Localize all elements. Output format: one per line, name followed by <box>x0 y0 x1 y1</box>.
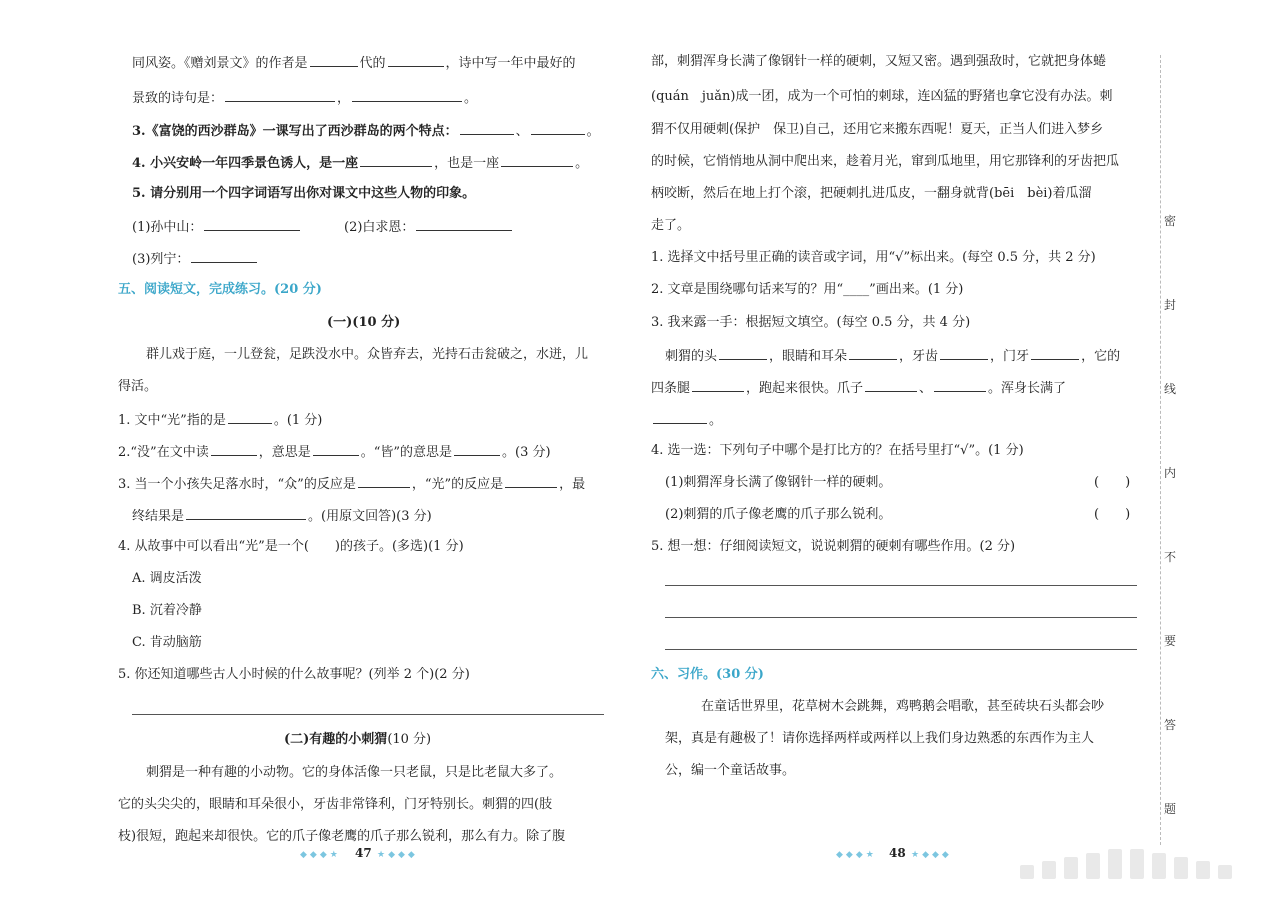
text: (2)白求恩： <box>344 220 415 235</box>
blank-claws-2[interactable] <box>934 377 986 392</box>
p2-question-4: 4. 选一选：下列句子中哪个是打比方的？在括号里打“√”。(1 分) <box>651 443 1024 458</box>
stars-decoration: ◆◆◆★ <box>300 850 341 860</box>
option-a[interactable]: A. 调皮活泼 <box>132 571 202 586</box>
p1-question-3-cont <box>132 505 432 527</box>
text: 四条腿 <box>651 381 691 396</box>
blank-teeth[interactable] <box>940 345 988 360</box>
page-number: 47 <box>355 846 372 860</box>
fill-line-2 <box>651 377 1066 399</box>
blank-author[interactable] <box>310 52 358 67</box>
blank-eyes-ears[interactable] <box>849 345 897 360</box>
text: ，最 <box>559 477 586 492</box>
seal-char: 答 <box>1164 718 1177 732</box>
fill-line-3 <box>651 409 722 431</box>
blank-feature-1[interactable] <box>460 120 514 135</box>
passage-2-line-8: 柄咬断，然后在地上打个滚，把硬刺扎进瓜皮，一翻身就背(bēi bèi)着瓜溜 <box>651 186 1092 201</box>
checkbox-sentence-2[interactable]: ( ) <box>1094 507 1131 522</box>
text: 。 <box>709 413 723 428</box>
essay-line-1: 在童话世界里，花草树木会跳舞，鸡鸭鹅会唱歌，甚至砖块石头都会吵 <box>701 699 1105 714</box>
text: 代的 <box>359 56 386 71</box>
p1-question-2 <box>118 441 551 463</box>
seal-line <box>1160 55 1161 845</box>
part-1-title: (一)(10 分) <box>327 315 401 330</box>
blank-guang-reaction[interactable] <box>505 473 557 488</box>
seal-char: 要 <box>1164 634 1177 648</box>
text: ， <box>337 91 351 106</box>
passage-2-line-9: 走了。 <box>651 218 691 233</box>
blank-head[interactable] <box>719 345 767 360</box>
passage-2-line-1: 刺猬是一种有趣的小动物。它的身体活像一只老鼠，只是比老鼠大多了。 <box>146 765 563 780</box>
text: 。 <box>464 91 478 106</box>
blank-body[interactable] <box>653 409 707 424</box>
stars-decoration: ★◆◆◆ <box>377 850 418 860</box>
text: 、 <box>919 381 933 396</box>
text: (1)孙中山： <box>132 220 203 235</box>
part-2-title <box>284 730 431 750</box>
stars-decoration: ★◆◆◆ <box>911 850 952 860</box>
blank-result[interactable] <box>186 505 306 520</box>
p2-question-3: 3. 我来露一手：根据短文填空。(每空 0.5 分，共 4 分) <box>651 315 971 330</box>
blank-poem-line-1[interactable] <box>225 87 335 102</box>
passage-2-line-2: 它的头尖尖的，眼睛和耳朵很小，牙齿非常锋利，门牙特别长。刺猬的四(肢 <box>118 797 553 812</box>
text: ，眼睛和耳朵 <box>769 349 848 364</box>
watermark-logo <box>1020 845 1256 885</box>
p2-question-5: 5. 想一想：仔细阅读短文，说说刺猬的硬刺有哪些作用。(2 分) <box>651 539 1016 554</box>
p1-question-1 <box>118 409 322 431</box>
passage-2-line-3: 枝)很短，跑起来却很快。它的爪子像老鹰的爪子那么锐利，那么有力。除了腹 <box>118 829 566 844</box>
text: ，它的 <box>1081 349 1121 364</box>
blank-meaning-mei[interactable] <box>313 441 359 456</box>
blank-legs[interactable] <box>692 377 744 392</box>
essay-line-3: 公，编一个童话故事。 <box>665 763 796 778</box>
blank-pronunciation[interactable] <box>211 441 257 456</box>
text: 同风姿。《赠刘景文》的作者是 <box>132 56 308 71</box>
text: (二)有趣的小刺猬 <box>284 732 388 747</box>
p1-question-5: 5. 你还知道哪些古人小时候的什么故事呢？(列举 2 个)(2 分) <box>118 667 470 682</box>
text: 3.《富饶的西沙群岛》一课写出了西沙群岛的两个特点： <box>132 124 458 139</box>
blank-lenin[interactable] <box>191 248 257 263</box>
stars-decoration: ◆◆◆★ <box>836 850 877 860</box>
blank-feature-2[interactable] <box>531 120 585 135</box>
answer-lenin <box>132 248 259 270</box>
text: 。(用原文回答)(3 分) <box>308 509 432 524</box>
blank-claws-1[interactable] <box>865 377 917 392</box>
question-3 <box>132 120 600 142</box>
blank-dynasty[interactable] <box>388 52 444 67</box>
line-1 <box>132 52 576 74</box>
blank-front-teeth[interactable] <box>1031 345 1079 360</box>
text: 4. 小兴安岭一年四季景色诱人，是一座 <box>132 156 359 171</box>
text: 。 <box>575 156 589 171</box>
seal-char: 内 <box>1164 466 1177 480</box>
line-2 <box>132 87 477 109</box>
text: ，跑起来很快。爪子 <box>746 381 864 396</box>
blank-crowd-reaction[interactable] <box>358 473 410 488</box>
blank-poem-line-2[interactable] <box>352 87 462 102</box>
blank-sun-zhongshan[interactable] <box>204 216 300 231</box>
text: 终结果是 <box>132 509 185 524</box>
text: 。浑身长满了 <box>988 381 1067 396</box>
p1-question-3 <box>118 473 585 495</box>
p1-question-4: 4. 从故事中可以看出“光”是一个( )的孩子。(多选)(1 分) <box>118 539 464 554</box>
option-b[interactable]: B. 沉着冷静 <box>132 603 202 618</box>
sentence-2: (2)刺猬的爪子像老鹰的爪子那么锐利。 <box>665 507 892 522</box>
answer-bethune <box>344 216 514 238</box>
text: ，意思是 <box>258 445 311 460</box>
text: 1. 文中“光”指的是 <box>118 413 226 428</box>
blank-meaning-jie[interactable] <box>454 441 500 456</box>
text: ，也是一座 <box>434 156 500 171</box>
text: 。“皆”的意思是 <box>360 445 453 460</box>
section-5-title: 五、阅读短文，完成练习。(20 分) <box>118 282 322 297</box>
text: ，门牙 <box>990 349 1030 364</box>
question-4 <box>132 152 588 174</box>
question-5: 5. 请分别用一个四字词语写出你对课文中这些人物的印象。 <box>132 186 476 201</box>
text: (3)列宁： <box>132 252 190 267</box>
answer-sun-zhongshan <box>132 216 302 238</box>
text: 2.“没”在文中读 <box>118 445 209 460</box>
passage-2-line-4: 部，刺猬浑身长满了像钢针一样的硬刺，又短又密。遇到强敌时，它就把身体蜷 <box>651 54 1107 69</box>
fill-line-1 <box>665 345 1120 367</box>
passage-1-line-2: 得活。 <box>118 379 158 394</box>
blank-treasure-1[interactable] <box>360 152 432 167</box>
option-c[interactable]: C. 肯动脑筋 <box>132 635 202 650</box>
blank-bethune[interactable] <box>416 216 512 231</box>
text: ，牙齿 <box>899 349 939 364</box>
passage-2-line-5: (quán juǎn)成一团，成为一个可怕的刺球，连凶猛的野猪也拿它没有办法。刺 <box>651 89 1113 104</box>
answer-line[interactable] <box>132 714 604 715</box>
text: ，“光”的反应是 <box>411 477 504 492</box>
seal-char: 线 <box>1164 382 1177 396</box>
text: (10 分) <box>387 732 432 747</box>
answer-line[interactable] <box>665 649 1137 650</box>
seal-char: 不 <box>1164 550 1177 564</box>
essay-line-2: 架，真是有趣极了！请你选择两样或两样以上我们身边熟悉的东西作为主人 <box>665 731 1095 746</box>
text: 。 <box>586 124 600 139</box>
seal-char: 封 <box>1164 298 1177 312</box>
checkbox-sentence-1[interactable]: ( ) <box>1094 475 1131 490</box>
passage-1-line-1: 群儿戏于庭，一儿登瓮，足跌没水中。众皆弃去，光持石击瓮破之，水迸，儿 <box>146 347 589 362</box>
text: 3. 当一个小孩失足落水时，“众”的反应是 <box>118 477 356 492</box>
passage-2-line-6: 猬不仅用硬刺(保护 保卫)自己，还用它来搬东西呢！夏天，正当人们进入梦乡 <box>651 122 1104 137</box>
page-number: 48 <box>889 846 906 860</box>
seal-char: 密 <box>1164 214 1177 228</box>
text: 。(3 分) <box>502 445 551 460</box>
text: 刺猬的头 <box>665 349 718 364</box>
text: 、 <box>515 124 529 139</box>
text: 。(1 分) <box>273 413 323 428</box>
blank-treasure-2[interactable] <box>501 152 573 167</box>
blank-guang[interactable] <box>228 409 272 424</box>
passage-2-line-7: 的时候，它悄悄地从洞中爬出来，趁着月光，窜到瓜地里，用它那锋利的牙齿把瓜 <box>651 154 1120 169</box>
answer-line[interactable] <box>665 617 1137 618</box>
answer-line[interactable] <box>665 585 1137 586</box>
text: ，诗中写一年中最好的 <box>445 56 576 71</box>
section-6-title: 六、习作。(30 分) <box>651 667 764 682</box>
p2-question-1: 1. 选择文中括号里正确的读音或字词，用“√”标出来。(每空 0.5 分，共 2 分) <box>651 250 1096 265</box>
seal-char: 题 <box>1164 802 1177 816</box>
p2-question-2: 2. 文章是围绕哪句话来写的？用“____”画出来。(1 分) <box>651 282 964 297</box>
sentence-1: (1)刺猬浑身长满了像钢针一样的硬刺。 <box>665 475 892 490</box>
text: 景致的诗句是： <box>132 91 224 106</box>
